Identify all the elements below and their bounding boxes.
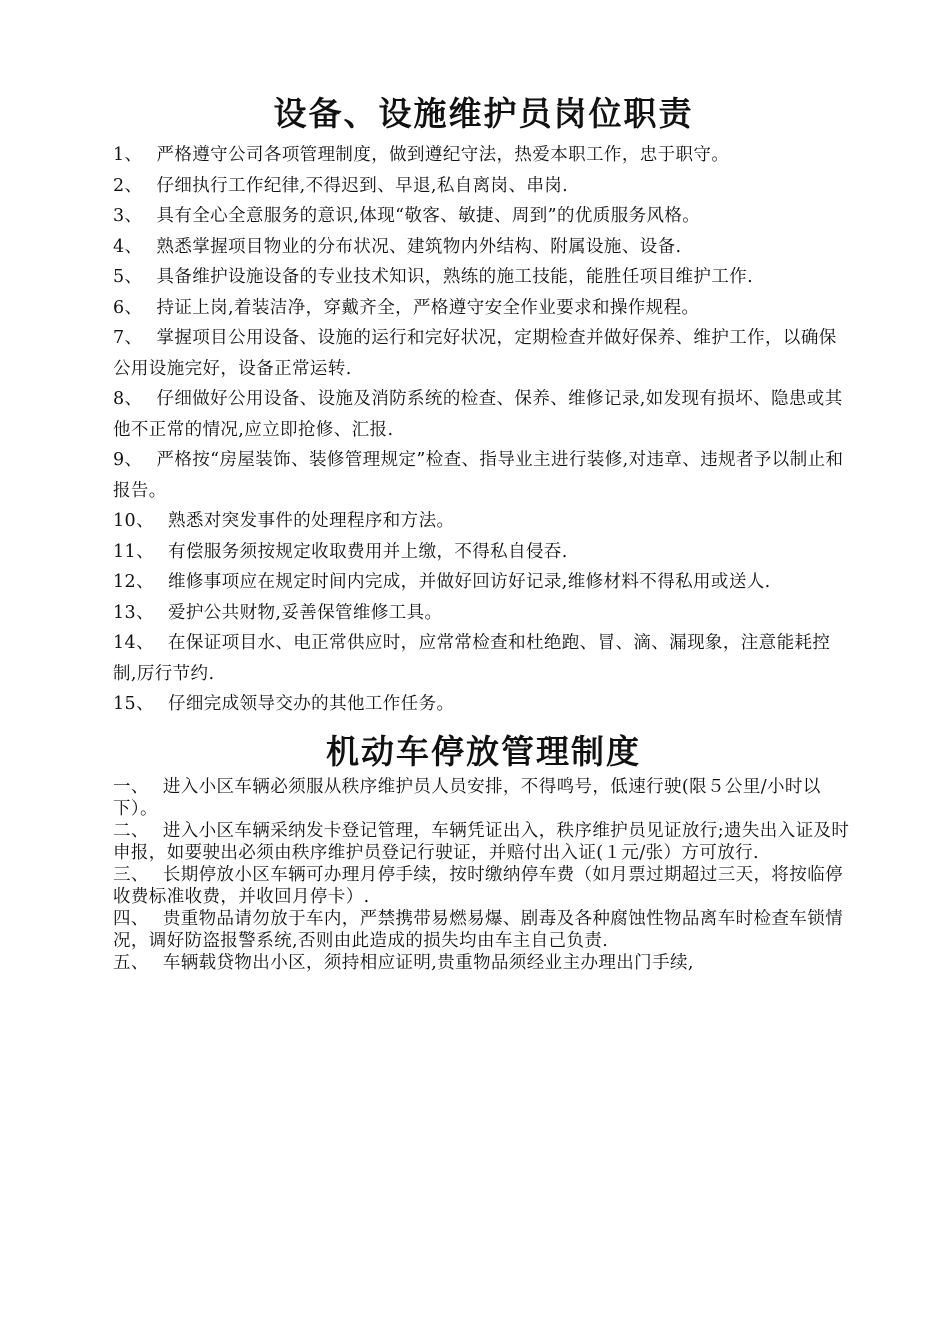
list-item — [113, 323, 854, 384]
item-text: 在保证项目水、电正常供应时，应常常检查和杜绝跑、冒、滴、漏现象，注意能耗控制,厉行节约. — [113, 633, 831, 684]
item-number: 二、 — [113, 820, 149, 841]
list-item — [113, 171, 854, 202]
item-number: 15、 — [113, 694, 154, 714]
list-item — [113, 628, 854, 689]
list-item — [113, 232, 854, 263]
item-text: 熟悉掌握项目物业的分布状况、建筑物内外结构、附属设施、设备. — [156, 236, 682, 257]
item-number: 13、 — [113, 602, 154, 623]
item-text: 持证上岗,着装洁净，穿戴齐全，严格遵守安全作业要求和操作规程。 — [156, 297, 700, 318]
section2-list — [113, 776, 854, 974]
list-item — [113, 820, 854, 864]
item-number: 4、 — [113, 236, 143, 257]
item-text: 车辆载贷物出小区，须持相应证明,贵重物品须经业主办理出门手续, — [162, 952, 694, 973]
item-number: 一、 — [113, 776, 149, 797]
list-item — [113, 506, 854, 537]
item-text: 维修事项应在规定时间内完成，并做好回访好记录,维修材料不得私用或送人. — [167, 572, 771, 592]
list-item — [113, 140, 854, 171]
list-item — [113, 293, 854, 324]
item-text: 掌握项目公用设备、设施的运行和完好状况，定期检查并做好保养、维护工作，以确保公用设施完好，设备正常运转. — [113, 328, 837, 379]
item-number: 五、 — [113, 952, 149, 973]
item-number: 三、 — [113, 864, 149, 885]
item-number: 1、 — [113, 145, 143, 165]
item-text: 进入小区车辆必须服从秩序维护员人员安排，不得鸣号，低速行驶(限５公里/小时以下）。 — [113, 776, 821, 819]
item-number: 11、 — [113, 541, 154, 562]
list-item — [113, 567, 854, 598]
list-item — [113, 445, 854, 506]
section1-list — [113, 140, 854, 720]
item-number: 8、 — [113, 389, 143, 409]
list-item — [113, 908, 854, 952]
list-item — [113, 776, 854, 820]
item-text: 进入小区车辆采纳发卡登记管理，车辆凭证出入，秩序维护员见证放行;遗失出入证及时申报，如要驶出必须由秩序维护员登记行驶证，并赔付出入证(１元/张）方可放行. — [113, 820, 850, 863]
item-number: 2、 — [113, 175, 143, 196]
item-text: 仔细做好公用设备、设施及消防系统的检查、保养、维修记录,如发现有损坏、隐患或其他不正常的情况,应立即抢修、汇报. — [113, 389, 843, 440]
item-text: 仔细执行工作纪律,不得迟到、早退,私自离岗、串岗. — [156, 175, 569, 196]
item-number: 7、 — [113, 328, 143, 348]
item-number: 5、 — [113, 267, 143, 287]
item-text: 熟悉对突发事件的处理程序和方法。 — [167, 511, 455, 531]
item-text: 有偿服务须按规定收取费用并上缴，不得私自侵吞. — [167, 541, 568, 562]
item-number: 9、 — [113, 450, 143, 470]
list-item — [113, 384, 854, 445]
list-item — [113, 201, 854, 232]
item-text: 长期停放小区车辆可办理月停手续，按时缴纳停车费（如月票过期超过三天，将按临停收费标准收费，并收回月停卡）. — [113, 864, 844, 907]
item-number: 14、 — [113, 633, 154, 653]
list-item — [113, 689, 854, 720]
item-text: 爱护公共财物,妥善保管维修工具。 — [167, 602, 443, 623]
item-text: 具有全心全意服务的意识,体现“敬客、敏捷、周到”的优质服务风格。 — [156, 206, 701, 226]
item-text: 严格按“房屋装饰、装修管理规定”检查、指导业主进行装修,对违章、违规者予以制止和报告。 — [113, 450, 844, 501]
item-text: 严格遵守公司各项管理制度，做到遵纪守法，热爱本职工作，忠于职守。 — [156, 145, 730, 165]
item-number: 12、 — [113, 572, 154, 592]
list-item — [113, 864, 854, 908]
list-item — [113, 262, 854, 293]
section1-title: 设备、设施维护员岗位职责 — [273, 94, 694, 133]
section2-title: 机动车停放管理制度 — [326, 731, 641, 771]
item-text: 仔细完成领导交办的其他工作任务。 — [167, 694, 455, 714]
list-item — [113, 952, 854, 974]
list-item — [113, 537, 854, 568]
list-item — [113, 598, 854, 629]
item-number: 3、 — [113, 206, 143, 226]
item-number: 10、 — [113, 511, 154, 531]
item-number: 四、 — [113, 908, 149, 929]
item-text: 贵重物品请勿放于车内，严禁携带易燃易爆、剧毒及各种腐蚀性物品离车时检查车锁情况，调好防盗报警系统,否则由此造成的损失均由车主自己负责. — [113, 908, 844, 951]
item-number: 6、 — [113, 297, 143, 318]
item-text: 具备维护设施设备的专业技术知识，熟练的施工技能，能胜任项目维护工作. — [156, 267, 754, 287]
